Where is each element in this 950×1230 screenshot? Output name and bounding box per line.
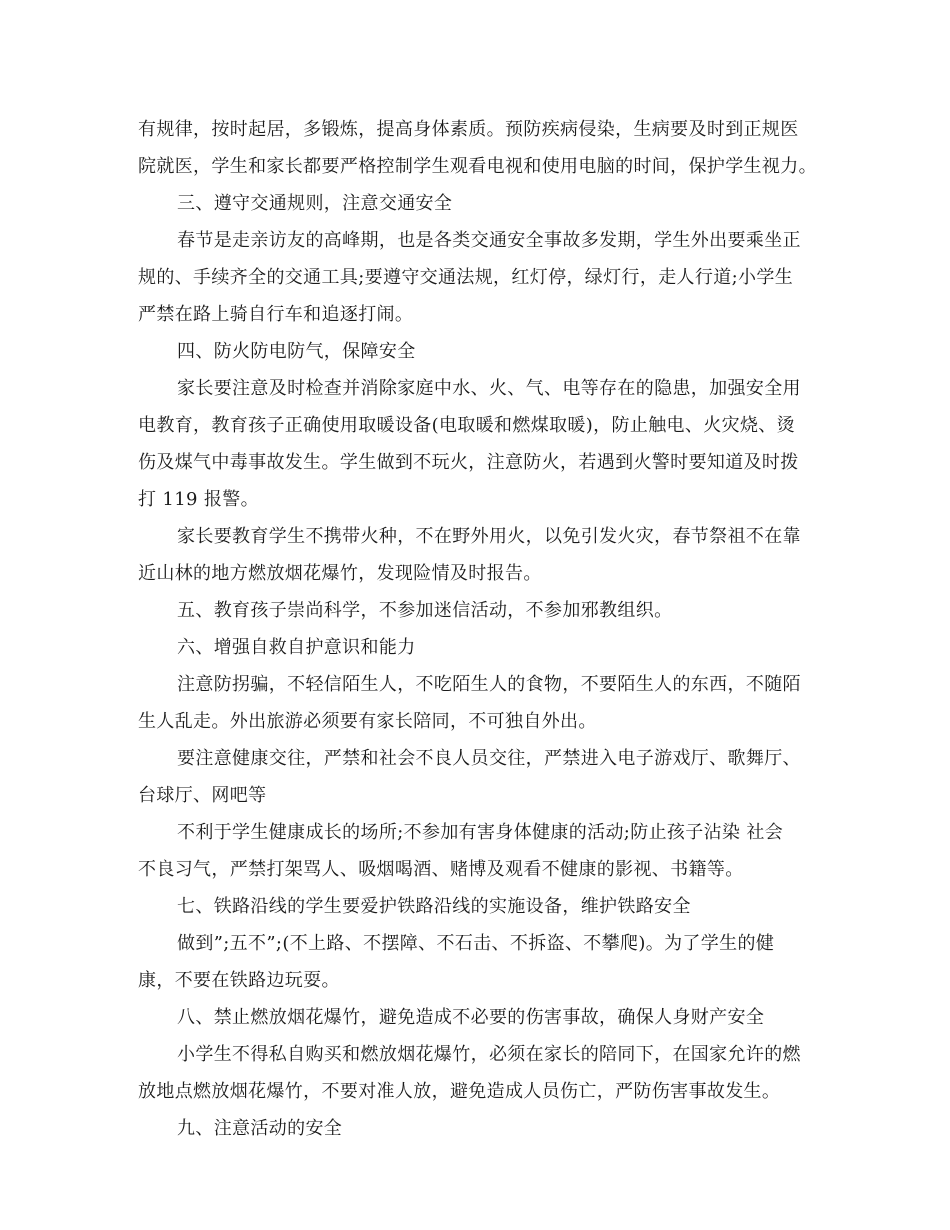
- section-heading: 四、防火防电防气，保障安全: [177, 341, 416, 362]
- paragraph-line: 伤及煤气中毒事故发生。学生做到不玩火，注意防火，若遇到火警时要知道及时拨: [138, 452, 799, 473]
- paragraph-line: 院就医，学生和家长都要严格控制学生观看电视和使用电脑的时间，保护学生视力。: [138, 156, 817, 177]
- paragraph-line: 做到”;五不”;(不上路、不摆障、不石击、不拆盗、不攀爬)。为了学生的健: [177, 933, 775, 954]
- paragraph-line: 康，不要在铁路边玩耍。: [138, 970, 340, 991]
- section-heading: 三、遵守交通规则，注意交通安全: [177, 193, 453, 214]
- paragraph-line: 家长要教育学生不携带火种，不在野外用火，以免引发火灾，春节祭祖不在靠: [177, 526, 801, 547]
- paragraph-line: 家长要注意及时检查并消除家庭中水、火、气、电等存在的隐患，加强安全用: [177, 378, 801, 399]
- paragraph-line: 严禁在路上骑自行车和追逐打闹。: [138, 304, 414, 325]
- paragraph-line: 生人乱走。外出旅游必须要有家长陪同，不可独自外出。: [138, 711, 597, 732]
- section-heading: 七、铁路沿线的学生要爱护铁路沿线的实施设备，维护铁路安全: [177, 896, 691, 917]
- paragraph-line: 规的、手续齐全的交通工具;要遵守交通法规，红灯停，绿灯行，走人行道;小学生: [138, 267, 794, 288]
- paragraph-line: 有规律，按时起居，多锻炼，提高身体素质。预防疾病侵染，生病要及时到正规医: [138, 119, 799, 140]
- paragraph-line: 不良习气，严禁打架骂人、吸烟喝酒、赌博及观看不健康的影视、书籍等。: [138, 859, 744, 880]
- section-heading: 六、增强自救自护意识和能力: [177, 637, 416, 658]
- paragraph-line: 注意防拐骗，不轻信陌生人，不吃陌生人的食物，不要陌生人的东西，不随陌: [177, 674, 801, 695]
- section-heading: 九、注意活动的安全: [177, 1118, 343, 1139]
- section-heading: 八、禁止燃放烟花爆竹，避免造成不必要的伤害事故，确保人身财产安全: [177, 1007, 765, 1028]
- paragraph-line: 打 119 报警。: [138, 489, 259, 510]
- paragraph-line: 要注意健康交往，严禁和社会不良人员交往，严禁进入电子游戏厅、歌舞厅、: [177, 748, 801, 769]
- section-heading: 五、教育孩子崇尚科学，不参加迷信活动，不参加邪教组织。: [177, 600, 673, 621]
- paragraph-line: 电教育，教育孩子正确使用取暖设备(电取暖和燃煤取暖)，防止触电、火灾烧、烫: [138, 415, 795, 436]
- paragraph-line: 春节是走亲访友的高峰期，也是各类交通安全事故多发期，学生外出要乘坐正: [177, 230, 801, 251]
- paragraph-line: 不利于学生健康成长的场所;不参加有害身体健康的活动;防止孩子沾染 社会: [177, 822, 784, 843]
- paragraph-line: 小学生不得私自购买和燃放烟花爆竹，必须在家长的陪同下，在国家允许的燃: [177, 1044, 801, 1065]
- paragraph-line: 近山林的地方燃放烟花爆竹，发现险情及时报告。: [138, 563, 542, 584]
- paragraph-line: 放地点燃放烟花爆竹，不要对准人放，避免造成人员伤亡，严防伤害事故发生。: [138, 1081, 781, 1102]
- paragraph-line: 台球厅、网吧等: [138, 785, 267, 806]
